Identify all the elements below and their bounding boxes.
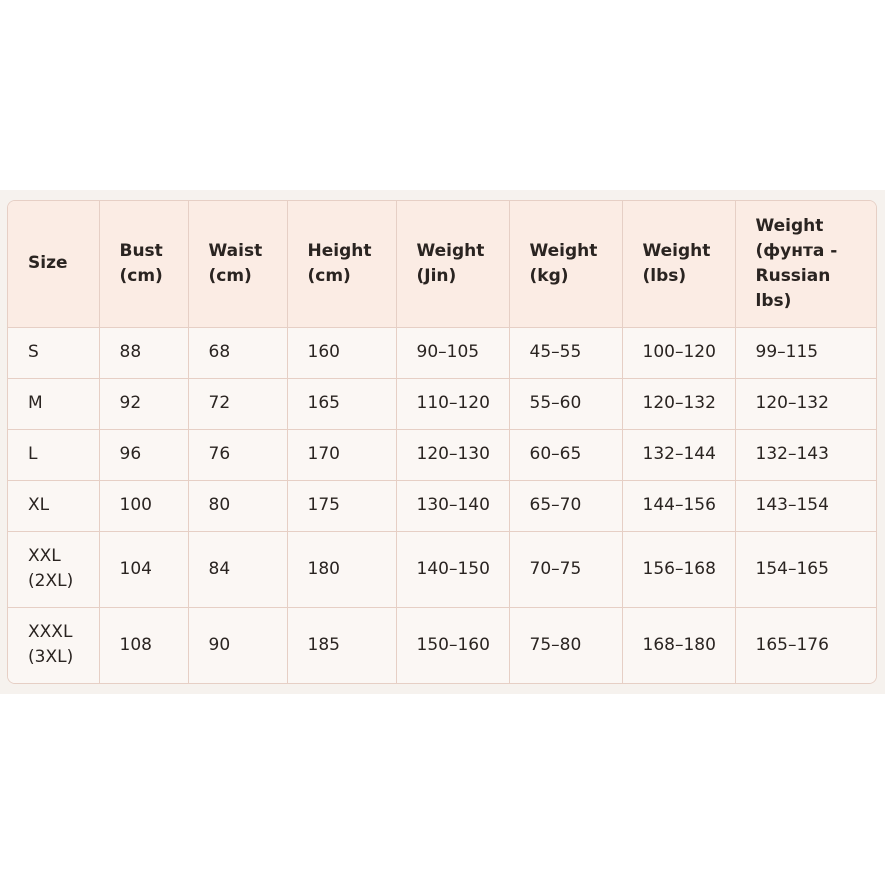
cell-weight-kg: 45–55	[509, 327, 622, 378]
table-row	[8, 429, 876, 480]
header-bust: Bust (cm)	[99, 201, 188, 327]
cell-weight-lbs: 120–132	[622, 378, 735, 429]
cell-weight-jin: 150–160	[396, 607, 509, 683]
cell-size: S	[8, 327, 99, 378]
cell-waist: 76	[188, 429, 287, 480]
cell-weight-jin: 90–105	[396, 327, 509, 378]
header-waist: Waist (cm)	[188, 201, 287, 327]
table-row	[8, 378, 876, 429]
cell-bust: 108	[99, 607, 188, 683]
cell-weight-jin: 130–140	[396, 480, 509, 531]
cell-weight-russian-lbs: 165–176	[735, 607, 876, 683]
cell-waist: 84	[188, 531, 287, 607]
cell-weight-lbs: 156–168	[622, 531, 735, 607]
header-weight-jin: Weight (Jin)	[396, 201, 509, 327]
header-height: Height (cm)	[287, 201, 396, 327]
cell-height: 175	[287, 480, 396, 531]
cell-height: 165	[287, 378, 396, 429]
cell-weight-jin: 110–120	[396, 378, 509, 429]
cell-weight-russian-lbs: 143–154	[735, 480, 876, 531]
cell-bust: 96	[99, 429, 188, 480]
cell-size: M	[8, 378, 99, 429]
cell-waist: 80	[188, 480, 287, 531]
cell-weight-lbs: 144–156	[622, 480, 735, 531]
cell-weight-lbs: 168–180	[622, 607, 735, 683]
cell-weight-lbs: 100–120	[622, 327, 735, 378]
table-row	[8, 607, 876, 683]
cell-height: 180	[287, 531, 396, 607]
cell-weight-russian-lbs: 99–115	[735, 327, 876, 378]
cell-weight-kg: 55–60	[509, 378, 622, 429]
cell-weight-russian-lbs: 154–165	[735, 531, 876, 607]
cell-size: XXL (2XL)	[8, 531, 99, 607]
cell-weight-russian-lbs: 132–143	[735, 429, 876, 480]
table-row	[8, 531, 876, 607]
cell-weight-russian-lbs: 120–132	[735, 378, 876, 429]
header-weight-russian-lbs: Weight (фунта - Russian lbs)	[735, 201, 876, 327]
cell-height: 185	[287, 607, 396, 683]
cell-size: XXXL (3XL)	[8, 607, 99, 683]
size-chart-table-container	[7, 200, 877, 684]
cell-bust: 100	[99, 480, 188, 531]
cell-size: XL	[8, 480, 99, 531]
cell-weight-kg: 60–65	[509, 429, 622, 480]
cell-waist: 68	[188, 327, 287, 378]
cell-weight-kg: 70–75	[509, 531, 622, 607]
cell-weight-kg: 65–70	[509, 480, 622, 531]
cell-weight-jin: 120–130	[396, 429, 509, 480]
cell-bust: 104	[99, 531, 188, 607]
cell-height: 160	[287, 327, 396, 378]
header-weight-lbs: Weight (lbs)	[622, 201, 735, 327]
header-weight-kg: Weight (kg)	[509, 201, 622, 327]
table-row	[8, 327, 876, 378]
cell-waist: 90	[188, 607, 287, 683]
cell-height: 170	[287, 429, 396, 480]
cell-bust: 92	[99, 378, 188, 429]
header-size: Size	[8, 201, 99, 327]
cell-weight-lbs: 132–144	[622, 429, 735, 480]
cell-size: L	[8, 429, 99, 480]
size-chart-table	[8, 201, 876, 683]
cell-bust: 88	[99, 327, 188, 378]
table-header-row	[8, 201, 876, 327]
cell-weight-jin: 140–150	[396, 531, 509, 607]
cell-weight-kg: 75–80	[509, 607, 622, 683]
cell-waist: 72	[188, 378, 287, 429]
table-row	[8, 480, 876, 531]
